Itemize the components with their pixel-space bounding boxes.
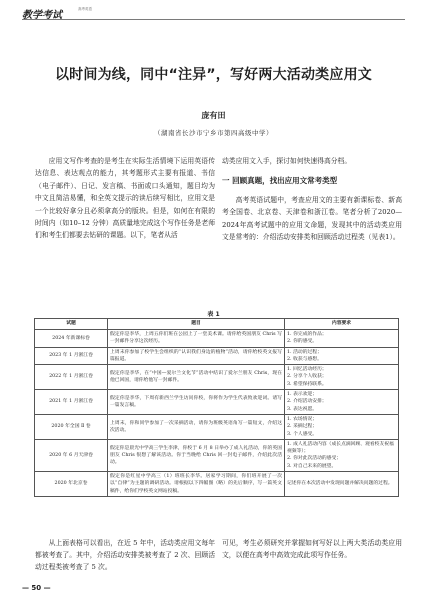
requirement-item: 1. 你完成的作品；	[287, 332, 327, 337]
header-divider	[22, 19, 405, 20]
section-heading: 一 回顾真题，找出应用文常考类型	[222, 176, 338, 186]
exam-question-cell: 假定你是晨光中学高三学生李津，你校于 6 月 8 日举办了成人礼活动，你的英国朋友 Chris 很想了解该活动。你于当晚给 Chris 回一封电子邮件，介绍此次活动。	[108, 439, 285, 471]
exam-question-cell: 假定你是李华，下周有新西兰学生访问你校，你将作为学生代表致欢迎词。请写一篇发言稿。	[108, 390, 285, 415]
content-requirements-cell	[285, 439, 399, 471]
requirement-item: 1. 成人礼活动内容（成长点滴回顾、观看校友祝福视频等）；	[287, 441, 394, 455]
exam-year-cell: 2022 年 1 月浙江卷	[35, 365, 108, 390]
requirement-item: 1. 回忆活动经历；	[287, 367, 327, 373]
requirement-item: 2. 你对此次活动的感受；	[287, 456, 342, 462]
content-requirements-cell	[285, 365, 399, 390]
table-body	[35, 330, 399, 497]
intro-paragraph-continued: 动类应用文入手，探讨如何快速得高分档。	[222, 157, 352, 165]
requirement-item: 记述你在本次活动中发现问题并解决问题的过程。	[287, 481, 393, 487]
table-row	[35, 365, 399, 390]
requirement-item: 3. 希望保持联系。	[287, 381, 327, 387]
exam-year-cell: 2020 年 6 月天津卷	[35, 439, 108, 471]
exam-year-cell: 2024 年新课标卷	[35, 330, 108, 348]
requirement-item: 1. 活动的过程；	[287, 349, 322, 355]
conclusion-column-right	[222, 537, 402, 561]
table-row	[35, 414, 399, 439]
article-title: 以时间为线，同中“注异”，写好两大活动类应用文	[54, 67, 372, 83]
requirement-item: 1. 表示欢迎；	[287, 392, 318, 398]
table-caption: 表 1	[207, 311, 220, 318]
requirement-item: 2. 分享个人收获；	[287, 374, 327, 380]
intro-column-right	[222, 155, 402, 243]
content-requirements-cell	[285, 330, 399, 348]
requirement-item: 2. 采摘过程；	[287, 424, 318, 430]
requirement-item: 3. 对自己未来的展望。	[287, 463, 337, 469]
requirement-item: 3. 表达祝愿。	[287, 406, 318, 412]
exam-question-cell: 上周末你参加了校学生会组织的“认识我们身边的植物”活动，请你给校英文报写篇报道。	[108, 347, 285, 365]
intro-paragraph: 应用文写作考查的是考生在实际生活情境下运用英语传达信息、表达观点的能力，其考题形式主要有报道、书信（电子邮件）、日记、发言稿、书面或口头通知，题目均为中文且简洁易懂，和全英文提示的读后续写相比，应用文是一个比较好拿分且必须拿高分的版块。但是，如何在有限的时间内（如10–12 分钟）高质量地完成这个写作任务是老师们和考生们都要去钻研的课题。以下，笔者从活	[35, 157, 215, 240]
exam-question-cell: 假定你是李华，上周五你们班在公园上了一堂美术课。请你给英国朋友 Chris 写一封邮件分享这次经历。	[108, 330, 285, 348]
table-row	[35, 390, 399, 415]
conclusion-column-left	[35, 537, 215, 573]
journal-logo: 教学考试	[22, 10, 62, 21]
page-header	[22, 5, 405, 25]
exam-question-cell: 假定你是李华，在“中国—爱尔兰文化节”活动中结识了爱尔兰朋友 Chris，现在他已回国，请你给他写一封邮件。	[108, 365, 285, 390]
requirement-item: 2. 介绍活动安排；	[287, 399, 327, 405]
article-author: 庞有田	[201, 110, 226, 120]
content-requirements-cell	[285, 347, 399, 365]
exam-year-cell: 2021 年 1 月浙江卷	[35, 390, 108, 415]
journal-logo-subtitle: 高考英语	[78, 7, 92, 11]
table-header-row	[35, 319, 399, 330]
section-paragraph: 高考英语试题中，考查应用文的主要有新课标卷、新高考全国卷、北京卷、天津卷和浙江卷。笔者分析了2020—2024年高考试题中的应用文命题，发现其中的活动类应用文是常考的：介绍活动安排类和回顾活动过程类（见表1）。	[222, 195, 402, 242]
content-requirements-cell	[285, 472, 399, 497]
requirement-item: 2. 你的感受。	[287, 339, 318, 345]
requirement-item: 1. 农场情况；	[287, 416, 318, 422]
exam-table	[34, 318, 399, 497]
exam-question-cell: 假定你是红星中学高三（1）班班长李华。居家学习期间，你们班开展了一次以“自律”为主题的调研活动。请根据以下四幅图（略）的先后顺序，写一篇英文稿件，给你们学校英文网站投稿。	[108, 472, 285, 497]
table-header-cell: 试题	[35, 319, 108, 330]
table-header-cell: 内容要求	[285, 319, 399, 330]
requirement-item: 2. 收获与感想。	[287, 356, 322, 362]
exam-year-cell: 2023 年 1 月浙江卷	[35, 347, 108, 365]
exam-question-cell: 上周末，你和同学参加了一次采摘活动，请你为班级英语角写一篇短文，介绍这次活动。	[108, 414, 285, 439]
table-row	[35, 439, 399, 471]
author-affiliation: （湖南省长沙市宁乡市第四高级中学）	[154, 129, 273, 137]
exam-year-cell: 2020 年全国 Ⅱ 卷	[35, 414, 108, 439]
table-header-cell: 题目	[108, 319, 285, 330]
page-number: — 50 —	[22, 584, 51, 592]
conclusion-paragraph: 从上面表格可以看出，在近 5 年中，活动类应用文每年都被考查了。其中，介绍活动安排类被考查了 2 次、回顾活动过程类被考查了 5 次。	[35, 539, 215, 571]
table-row	[35, 330, 399, 348]
table-row	[35, 347, 399, 365]
requirement-item: 3. 个人感受。	[287, 431, 318, 437]
conclusion-paragraph-continued: 可见，考生必须研究并掌握如何写好以上两大类活动类应用文，以便在高考中高效完成此项写作任务。	[222, 539, 402, 559]
content-requirements-cell	[285, 390, 399, 415]
table-row	[35, 472, 399, 497]
intro-column-left	[35, 155, 215, 242]
content-requirements-cell	[285, 414, 399, 439]
exam-year-cell: 2020 年北京卷	[35, 472, 108, 497]
